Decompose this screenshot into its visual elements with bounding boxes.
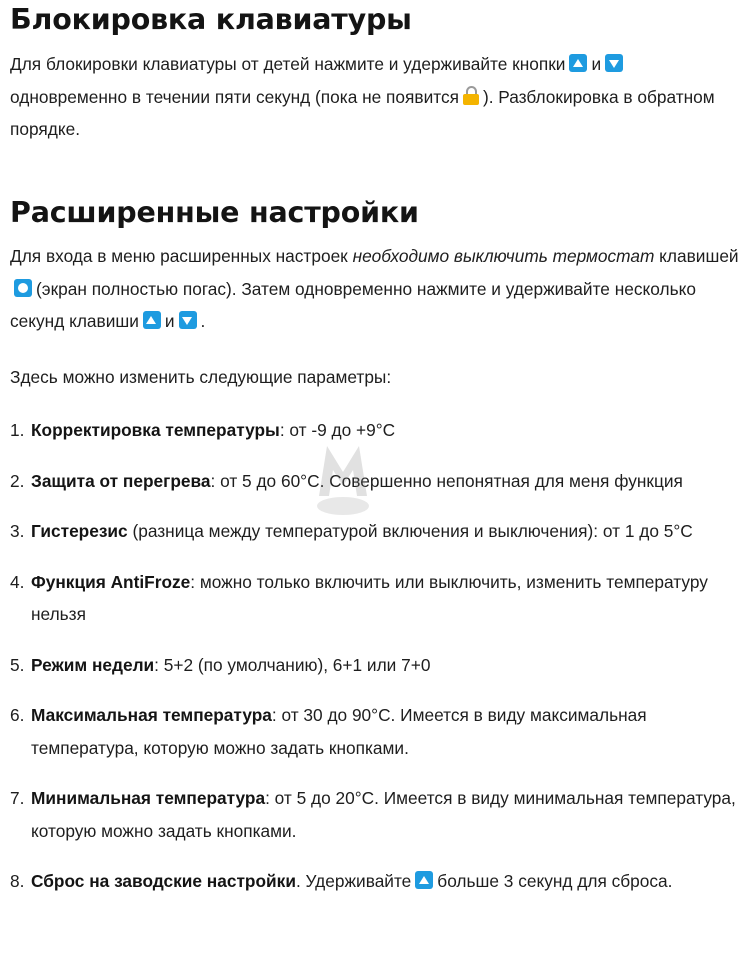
param-text: . Удерживайте	[295, 871, 412, 891]
padlock-icon	[462, 86, 480, 106]
advanced-paragraph	[10, 240, 750, 338]
param-text: : можно только включить или выключить, изменить температуру нельзя	[31, 571, 708, 624]
keylock-heading: Блокировка клавиатуры	[10, 3, 412, 36]
list-item	[10, 782, 754, 847]
param-name: Функция AntiFroze	[31, 571, 191, 592]
list-item	[10, 515, 754, 548]
list-item	[10, 699, 754, 764]
params-intro: Здесь можно изменить следующие параметры:	[10, 367, 392, 387]
down-arrow-key-icon	[179, 311, 197, 329]
power-key-icon	[14, 279, 32, 297]
item-number: 8.	[10, 871, 25, 891]
keylock-text-4: ). Разблокировка в обратном порядке.	[10, 86, 715, 139]
param-text: : от 30 до 90°C. Имеется в виду максимальная температура, которую можно задать кнопками.	[31, 705, 647, 758]
param-text: (разница между температурой включения и выключения): от 1 до 5°C	[127, 521, 693, 541]
up-arrow-key-icon	[415, 871, 433, 889]
down-arrow-key-icon	[605, 54, 623, 72]
item-number: 1.	[10, 420, 25, 440]
item-number: 5.	[10, 654, 25, 675]
up-arrow-key-icon	[569, 54, 587, 72]
up-arrow-key-icon	[143, 311, 161, 329]
list-item	[10, 865, 754, 898]
advanced-text-4: и	[164, 311, 175, 331]
param-name: Сброс на заводские настройки	[31, 871, 296, 891]
item-number: 4.	[10, 571, 25, 592]
param-name: Корректировка температуры	[31, 420, 280, 440]
param-text: : 5+2 (по умолчанию), 6+1 или 7+0	[154, 654, 431, 675]
list-item	[10, 649, 754, 682]
list-item	[10, 566, 754, 631]
item-number: 6.	[10, 705, 25, 725]
param-name: Минимальная температура	[31, 788, 266, 808]
advanced-text-3: (экран полностью погас). Затем одновременно нажмите и удерживайте несколько секунд клавиши	[10, 278, 696, 331]
item-number: 7.	[10, 788, 25, 808]
list-item	[10, 414, 754, 447]
param-text: : от -9 до +9°C	[279, 420, 396, 440]
advanced-italic: необходимо выключить термостат	[352, 246, 655, 266]
param-name: Защита от перегрева	[31, 470, 211, 491]
param-text: : от 5 до 20°C. Имеется в виду минимальная температура, которую можно задать кнопками.	[31, 788, 736, 841]
param-name: Гистерезис	[31, 521, 128, 541]
advanced-text-1: Для входа в меню расширенных настроек	[10, 246, 348, 266]
advanced-text-5: .	[200, 311, 206, 331]
param-name: Максимальная температура	[31, 705, 272, 725]
advanced-text-2: клавишей	[659, 246, 739, 266]
param-name: Режим недели	[31, 654, 155, 675]
param-text-after: больше 3 секунд для сброса.	[437, 871, 673, 891]
keylock-text-2: и	[591, 54, 602, 74]
keylock-text-1: Для блокировки клавиатуры от детей нажмите и удерживайте кнопки	[10, 54, 566, 74]
list-item	[10, 465, 754, 498]
params-list	[10, 414, 754, 916]
param-text: : от 5 до 60°C. Совершенно непонятная для меня функция	[210, 470, 683, 491]
keylock-paragraph	[10, 48, 750, 146]
keylock-text-3: одновременно в течении пяти секунд (пока не появится	[10, 86, 459, 107]
item-number: 3.	[10, 521, 25, 541]
item-number: 2.	[10, 470, 25, 491]
advanced-heading: Расширенные настройки	[10, 196, 419, 229]
